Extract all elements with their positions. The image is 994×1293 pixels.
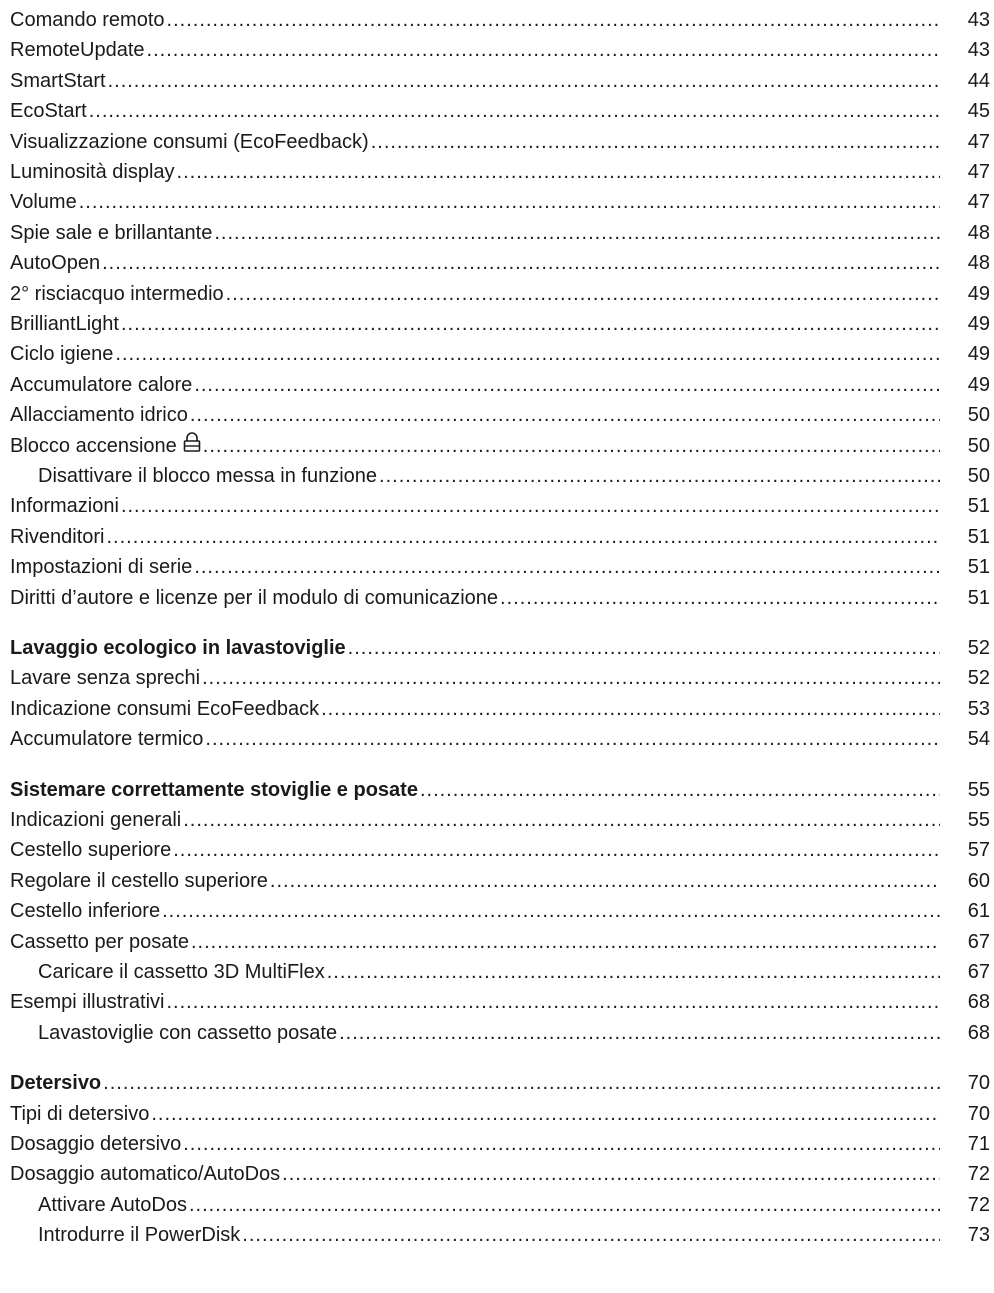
toc-page-number: 48 xyxy=(967,222,990,244)
toc-page-number: 51 xyxy=(967,526,990,548)
dot-leader xyxy=(102,247,940,279)
toc-entry-title: Spie sale e brillantante xyxy=(10,222,213,244)
toc-entry-title: Lavastoviglie con cassetto posate xyxy=(38,1022,338,1044)
dot-leader xyxy=(205,723,940,755)
toc-page-number: 49 xyxy=(967,343,990,365)
toc-entry-title: Rivenditori xyxy=(10,526,105,548)
toc-entry[interactable] xyxy=(0,1128,994,1160)
toc-page-number: 51 xyxy=(967,556,990,578)
dot-leader xyxy=(270,865,940,897)
toc-entry[interactable] xyxy=(0,95,994,127)
toc-page-number: 72 xyxy=(967,1194,990,1216)
toc-entry[interactable] xyxy=(0,217,994,249)
toc-page-number: 44 xyxy=(967,70,990,92)
toc-page-number: 68 xyxy=(967,991,990,1013)
toc-entry[interactable] xyxy=(0,865,994,897)
dot-leader xyxy=(103,1067,940,1099)
toc-entry-title: SmartStart xyxy=(10,70,106,92)
dot-leader xyxy=(420,774,940,806)
toc-entry[interactable] xyxy=(0,1098,994,1130)
dot-leader xyxy=(214,217,940,249)
toc-entry-title: Cestello inferiore xyxy=(10,900,161,922)
toc-entry-title: Indicazioni generali xyxy=(10,809,182,831)
toc-entry-title: Tipi di detersivo xyxy=(10,1103,150,1125)
toc-entry-title: Ciclo igiene xyxy=(10,343,114,365)
toc-entry-title: 2° risciacquo intermedio xyxy=(10,283,224,305)
toc-entry-title: Luminosità display xyxy=(10,161,175,183)
toc-entry[interactable] xyxy=(0,723,994,755)
toc-entry[interactable] xyxy=(0,1219,994,1251)
dot-leader xyxy=(106,521,940,553)
toc-entry-title: Regolare il cestello superiore xyxy=(10,870,268,892)
dot-leader xyxy=(242,1219,940,1251)
toc-chapter-title: Sistemare correttamente stoviglie e posate xyxy=(10,779,418,801)
toc-page-number: 49 xyxy=(967,283,990,305)
dot-leader xyxy=(167,4,940,36)
toc-entry[interactable] xyxy=(0,804,994,836)
toc-page-number: 60 xyxy=(967,870,990,892)
toc-entry-title: Cassetto per posate xyxy=(10,931,189,953)
dot-leader xyxy=(162,895,940,927)
toc-page-number: 47 xyxy=(967,131,990,153)
toc-entry[interactable] xyxy=(0,65,994,97)
toc-chapter-title: Lavaggio ecologico in lavastoviglie xyxy=(10,637,346,659)
dot-leader xyxy=(121,490,940,522)
toc-entry[interactable] xyxy=(0,156,994,188)
dot-leader xyxy=(226,278,940,310)
toc-page-number: 67 xyxy=(967,931,990,953)
toc-page-number: 72 xyxy=(967,1163,990,1185)
toc-page-number: 49 xyxy=(967,374,990,396)
toc-entry[interactable] xyxy=(0,551,994,583)
toc-entry-title: Cestello superiore xyxy=(10,839,172,861)
dot-leader xyxy=(321,693,940,725)
toc-entry[interactable] xyxy=(0,1189,994,1221)
toc-entry[interactable] xyxy=(0,895,994,927)
dot-leader xyxy=(189,1189,940,1221)
toc-page-number: 51 xyxy=(967,495,990,517)
dot-leader xyxy=(177,156,940,188)
toc-entry-title: Esempi illustrativi xyxy=(10,991,165,1013)
toc-entry[interactable] xyxy=(0,490,994,522)
toc-chapter-title: Detersivo xyxy=(10,1072,102,1094)
dot-leader xyxy=(339,1017,940,1049)
dot-leader xyxy=(191,926,940,958)
toc-page-number: 50 xyxy=(967,465,990,487)
toc-entry-title: Accumulatore calore xyxy=(10,374,193,396)
toc-page-number: 70 xyxy=(967,1072,990,1094)
dot-leader xyxy=(166,986,940,1018)
toc-entry-title: Accumulatore termico xyxy=(10,728,204,750)
toc-entry[interactable] xyxy=(0,521,994,553)
dot-leader xyxy=(194,369,940,401)
toc-page-number: 61 xyxy=(967,900,990,922)
toc-page-number: 50 xyxy=(967,435,990,457)
dot-leader xyxy=(79,186,940,218)
toc-entry[interactable] xyxy=(0,399,994,431)
toc-page-number: 51 xyxy=(967,587,990,609)
dot-leader xyxy=(348,632,940,664)
toc-entry-title: Comando remoto xyxy=(10,9,165,31)
dot-leader xyxy=(379,460,940,492)
dot-leader xyxy=(89,95,940,127)
toc-entry[interactable] xyxy=(0,774,994,806)
dot-leader xyxy=(327,956,940,988)
toc-page-number: 43 xyxy=(967,9,990,31)
toc-entry[interactable] xyxy=(0,4,994,36)
toc-entry[interactable] xyxy=(0,278,994,310)
toc-entry-title: BrilliantLight xyxy=(10,313,119,335)
toc-entry-title: AutoOpen xyxy=(10,252,101,274)
toc-page-number: 55 xyxy=(967,809,990,831)
toc-entry-title: Diritti d’autore e licenze per il modulo di comunicazione xyxy=(10,587,499,609)
toc-page-number: 71 xyxy=(967,1133,990,1155)
toc-entry-title: Visualizzazione consumi (EcoFeedback) xyxy=(10,131,369,153)
toc-entry[interactable] xyxy=(0,986,994,1018)
toc-entry[interactable] xyxy=(0,308,994,340)
toc-entry-title: Dosaggio detersivo xyxy=(10,1133,182,1155)
toc-entry[interactable] xyxy=(0,1017,994,1049)
toc-page-number: 52 xyxy=(967,667,990,689)
dot-leader xyxy=(151,1098,940,1130)
toc-page-number: 55 xyxy=(967,779,990,801)
toc-entry-title: Disattivare il blocco messa in funzione xyxy=(38,465,378,487)
dot-leader xyxy=(194,551,940,583)
toc-page-number: 48 xyxy=(967,252,990,274)
dot-leader xyxy=(147,34,940,66)
toc-page-number: 73 xyxy=(967,1224,990,1246)
toc-entry-title: Volume xyxy=(10,191,77,213)
dot-leader xyxy=(173,834,940,866)
toc-entry[interactable] xyxy=(0,926,994,958)
toc-entry-title: Lavare senza sprechi xyxy=(10,667,201,689)
dot-leader xyxy=(183,804,940,836)
dot-leader xyxy=(121,308,940,340)
dot-leader xyxy=(500,582,940,614)
toc-entry-title: Informazioni xyxy=(10,495,119,517)
toc-page-number: 50 xyxy=(967,404,990,426)
toc-page-number: 53 xyxy=(967,698,990,720)
toc-entry[interactable] xyxy=(0,247,994,279)
dot-leader xyxy=(203,430,940,462)
toc-entry[interactable] xyxy=(0,632,994,664)
toc-entry[interactable] xyxy=(0,662,994,694)
dot-leader xyxy=(183,1128,940,1160)
toc-entry-title: Indicazione consumi EcoFeedback xyxy=(10,698,320,720)
toc-page-number: 67 xyxy=(967,961,990,983)
toc-entry[interactable] xyxy=(0,460,994,492)
toc-entry[interactable] xyxy=(0,338,994,370)
toc-entry-title: Impostazioni di serie xyxy=(10,556,193,578)
toc-entry-title: Attivare AutoDos xyxy=(38,1194,187,1216)
toc-page-number: 54 xyxy=(967,728,990,750)
toc-page-number: 43 xyxy=(967,39,990,61)
toc-entry[interactable] xyxy=(0,582,994,614)
toc-entry[interactable] xyxy=(0,956,994,988)
toc-entry-title: Blocco accensione xyxy=(10,435,177,457)
toc-page-number: 47 xyxy=(967,161,990,183)
toc-entry-title: Caricare il cassetto 3D MultiFlex xyxy=(38,961,325,983)
toc-entry[interactable] xyxy=(0,1067,994,1099)
toc-entry-title: Introdurre il PowerDisk xyxy=(38,1224,241,1246)
dot-leader xyxy=(190,399,940,431)
toc-page-number: 57 xyxy=(967,839,990,861)
toc-entry[interactable] xyxy=(0,834,994,866)
toc-page-number: 49 xyxy=(967,313,990,335)
lock-icon xyxy=(183,432,201,452)
toc-page-number: 47 xyxy=(967,191,990,213)
toc-entry-title: Dosaggio automatico/AutoDos xyxy=(10,1163,281,1185)
dot-leader xyxy=(108,65,940,97)
toc-entry-title: RemoteUpdate xyxy=(10,39,145,61)
dot-leader xyxy=(371,126,940,158)
toc-page-number: 45 xyxy=(967,100,990,122)
toc-entry[interactable] xyxy=(0,126,994,158)
dot-leader xyxy=(202,662,940,694)
toc-entry[interactable] xyxy=(0,1158,994,1190)
toc-entry[interactable] xyxy=(0,430,994,462)
toc-entry-title: Allacciamento idrico xyxy=(10,404,188,426)
dot-leader xyxy=(282,1158,940,1190)
toc-entry[interactable] xyxy=(0,369,994,401)
dot-leader xyxy=(115,338,940,370)
toc-entry[interactable] xyxy=(0,693,994,725)
toc-page-number: 70 xyxy=(967,1103,990,1125)
toc-entry-title: EcoStart xyxy=(10,100,87,122)
toc-page-number: 52 xyxy=(967,637,990,659)
toc-page-number: 68 xyxy=(967,1022,990,1044)
toc-entry[interactable] xyxy=(0,186,994,218)
toc-entry[interactable] xyxy=(0,34,994,66)
